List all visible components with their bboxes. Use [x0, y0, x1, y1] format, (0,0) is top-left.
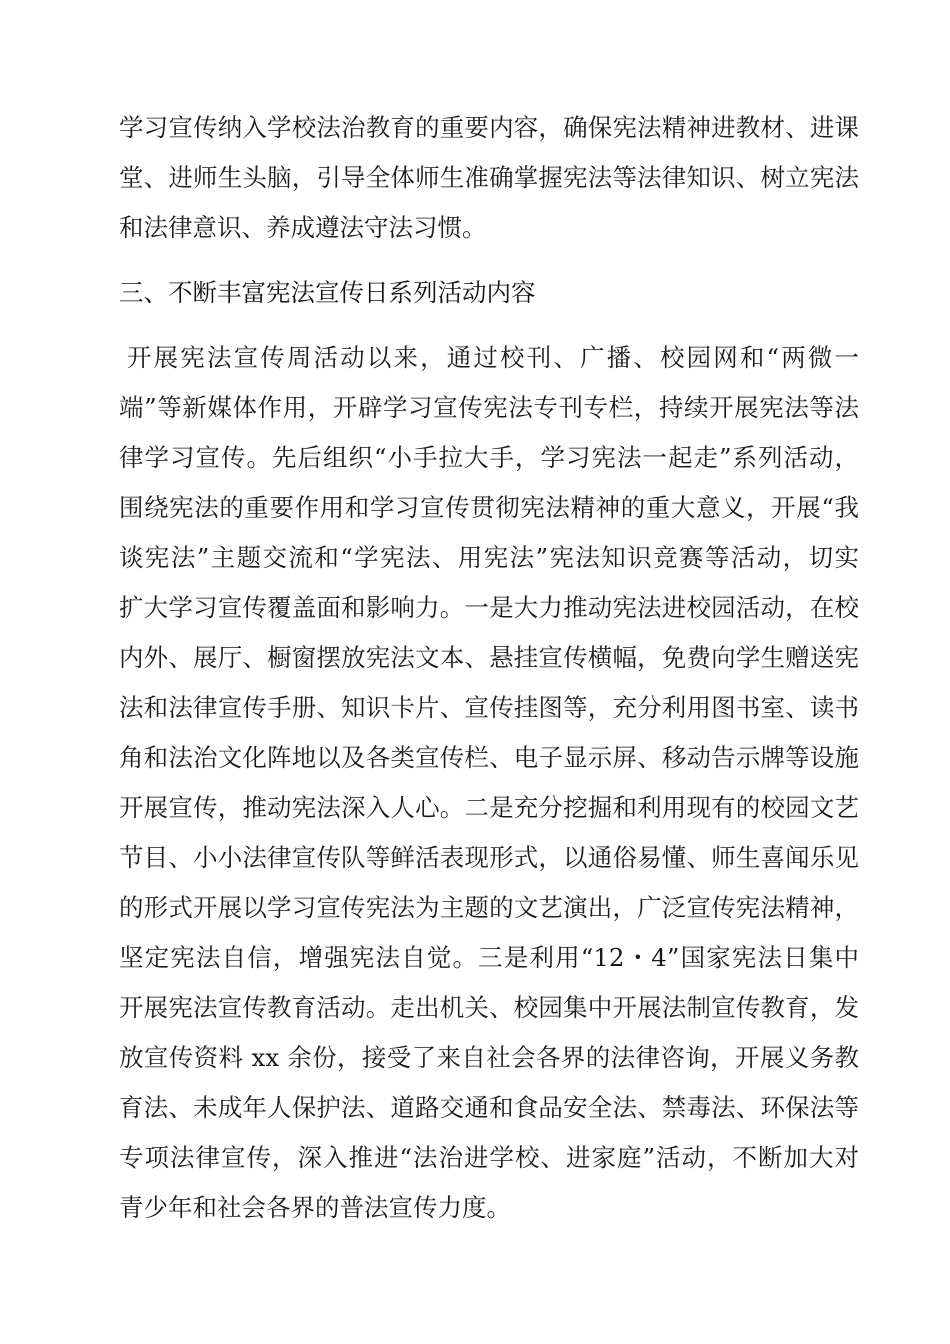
paragraph-line: 节目、小小法律宣传队等鲜活表现形式，以通俗易懂、师生喜闻乐见	[119, 843, 859, 872]
paragraph-line: 角和法治文化阵地以及各类宣传栏、电子显示屏、移动告示牌等设施	[119, 743, 859, 772]
paragraph-line: 谈宪法”主题交流和“学宪法、用宪法”宪法知识竞赛等活动，切实	[119, 543, 859, 572]
paragraph-line: 开展宪法宣传周活动以来，通过校刊、广播、校园网和“两微一	[127, 343, 859, 372]
section-heading: 三、不断丰富宪法宣传日系列活动内容	[119, 278, 536, 307]
paragraph-line: 法和法律宣传手册、知识卡片、宣传挂图等，充分利用图书室、读书	[119, 693, 859, 722]
paragraph-line: 青少年和社会各界的普法宣传力度。	[119, 1193, 511, 1222]
paragraph-line: 专项法律宣传，深入推进“法治进学校、进家庭”活动，不断加大对	[119, 1143, 859, 1172]
paragraph-line: 堂、进师生头脑，引导全体师生准确掌握宪法等法律知识、树立宪法	[119, 163, 859, 192]
paragraph-line: 坚定宪法自信，增强宪法自觉。三是利用“12・4”国家宪法日集中	[119, 943, 859, 972]
paragraph-line: 围绕宪法的重要作用和学习宣传贯彻宪法精神的重大意义，开展“我	[119, 493, 859, 522]
paragraph-line: 开展宪法宣传教育活动。走出机关、校园集中开展法制宣传教育，发	[119, 993, 859, 1022]
paragraph-line: 内外、展厅、橱窗摆放宪法文本、悬挂宣传横幅，免费向学生赠送宪	[119, 643, 859, 672]
paragraph-line: 育法、未成年人保护法、道路交通和食品安全法、禁毒法、环保法等	[119, 1093, 859, 1122]
paragraph-line: 放宣传资料 xx 余份，接受了来自社会各界的法律咨询，开展义务教	[119, 1043, 859, 1072]
paragraph-line: 端”等新媒体作用，开辟学习宣传宪法专刊专栏，持续开展宪法等法	[119, 393, 859, 422]
paragraph-line: 律学习宣传。先后组织“小手拉大手，学习宪法一起走”系列活动，	[119, 443, 859, 472]
paragraph-line: 的形式开展以学习宣传宪法为主题的文艺演出，广泛宣传宪法精神，	[119, 893, 859, 922]
paragraph-line: 和法律意识、养成遵法守法习惯。	[119, 213, 487, 242]
paragraph-line: 学习宣传纳入学校法治教育的重要内容，确保宪法精神进教材、进课	[119, 113, 859, 142]
paragraph-line: 开展宣传，推动宪法深入人心。二是充分挖掘和利用现有的校园文艺	[119, 793, 859, 822]
paragraph-line: 扩大学习宣传覆盖面和影响力。一是大力推动宪法进校园活动，在校	[119, 593, 859, 622]
